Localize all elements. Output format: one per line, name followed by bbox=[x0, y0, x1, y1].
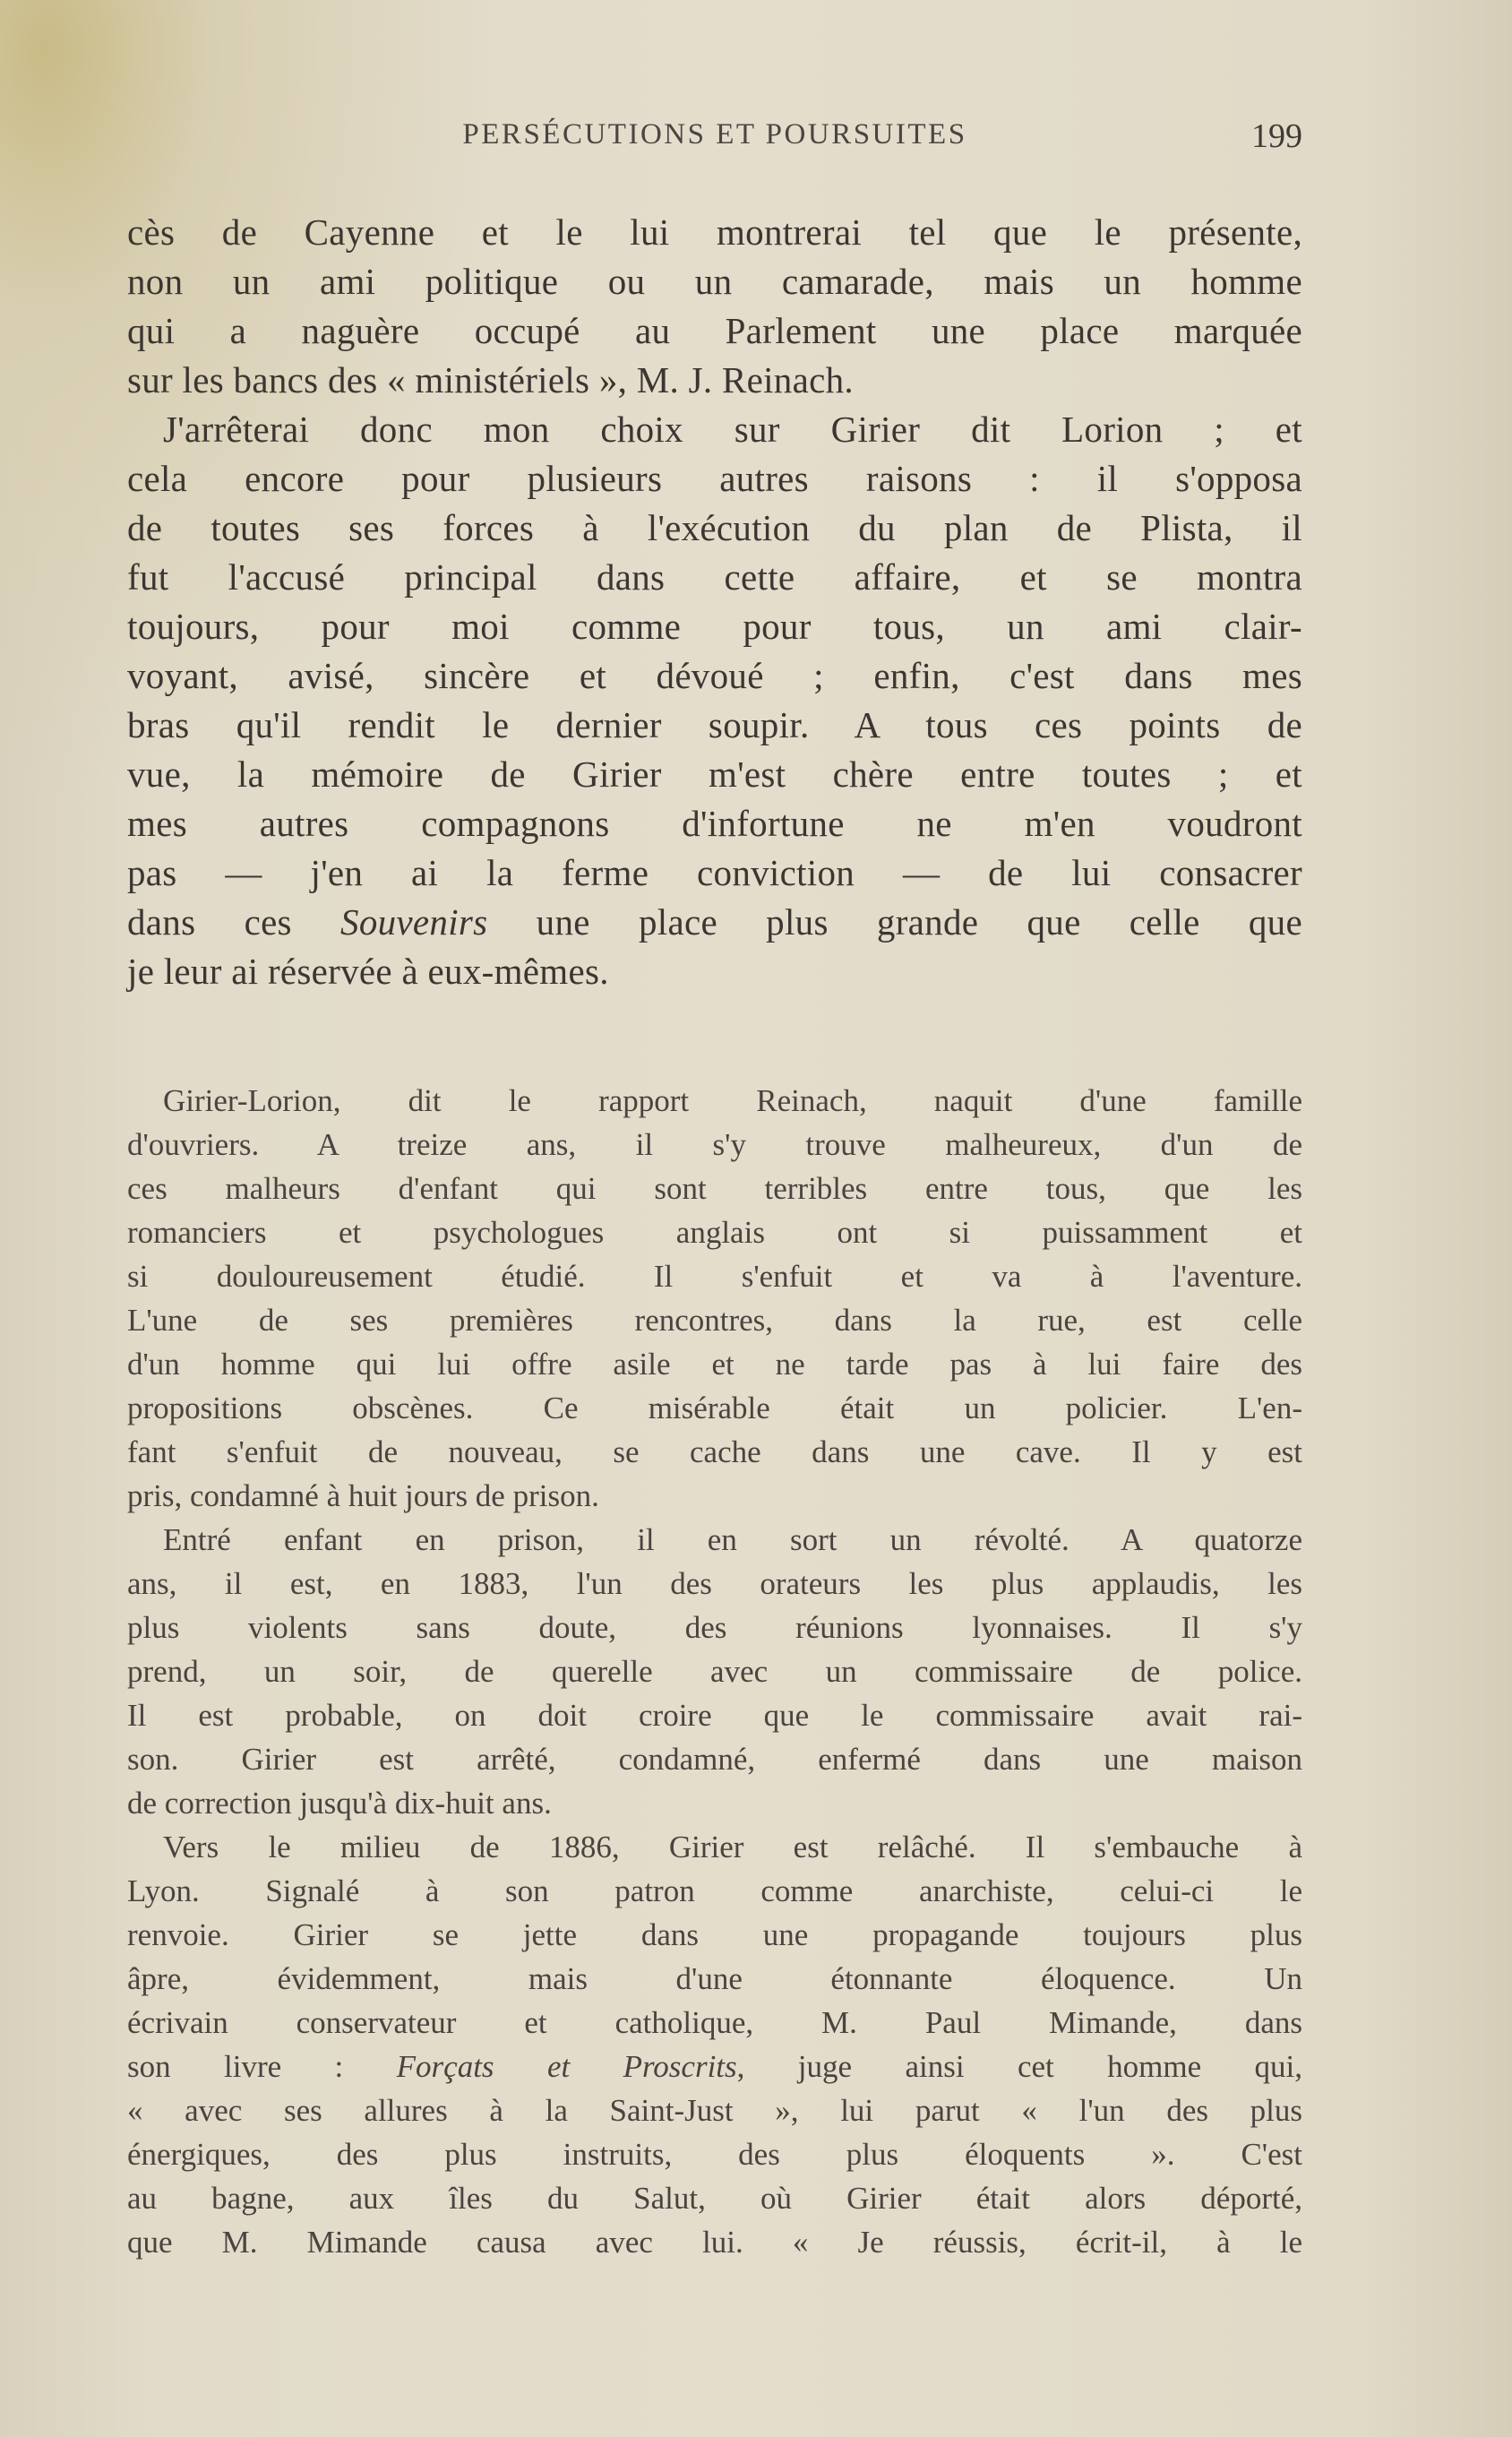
text-line: son. Girier est arrêté, condamné, enfermé dans une maison bbox=[127, 1742, 1302, 1777]
text-line: énergiques, des plus instruits, des plus éloquents ». C'est bbox=[127, 2137, 1302, 2172]
text-line: « avec ses allures à la Saint-Just », lui parut « l'un des plus bbox=[127, 2093, 1302, 2128]
text-line: bras qu'il rendit le dernier soupir. A tous ces points de bbox=[127, 704, 1302, 745]
text-line: Entré enfant en prison, il en sort un révolté. A quatorze bbox=[163, 1522, 1302, 1557]
text-line: Il est probable, on doit croire que le commissaire avait rai- bbox=[127, 1698, 1302, 1733]
text-line: plus violents sans doute, des réunions lyonnaises. Il s'y bbox=[127, 1610, 1302, 1645]
text-line: de toutes ses forces à l'exécution du plan de Plista, il bbox=[127, 507, 1302, 548]
text-line: toujours, pour moi comme pour tous, un ami clair- bbox=[127, 606, 1302, 647]
main-text-block bbox=[127, 208, 1302, 996]
text-line: fut l'accusé principal dans cette affaire, et se montra bbox=[127, 556, 1302, 598]
text-line: Girier-Lorion, dit le rapport Reinach, naquit d'une famille bbox=[163, 1083, 1302, 1118]
text-line bbox=[127, 2045, 1302, 2088]
text-line: d'un homme qui lui offre asile et ne tarde pas à lui faire des bbox=[127, 1347, 1302, 1382]
text-segment: dans ces bbox=[127, 901, 341, 943]
text-line: ces malheurs d'enfant qui sont terribles entre tous, que les bbox=[127, 1171, 1302, 1206]
text-line: qui a naguère occupé au Parlement une place marquée bbox=[127, 310, 1302, 351]
text-line: pas — j'en ai la ferme conviction — de lui consacrer bbox=[127, 852, 1302, 893]
text-line: cela encore pour plusieurs autres raisons : il s'opposa bbox=[127, 458, 1302, 499]
text-line: vue, la mémoire de Girier m'est chère entre toutes ; et bbox=[127, 753, 1302, 795]
text-line: de correction jusqu'à dix-huit ans. bbox=[127, 1786, 552, 1821]
page-header bbox=[127, 115, 1302, 159]
text-line: que M. Mimande causa avec lui. « Je réussis, écrit-il, à le bbox=[127, 2225, 1302, 2260]
italic-title: Souvenirs bbox=[340, 901, 488, 943]
text-line: prend, un soir, de querelle avec un commissaire de police. bbox=[127, 1654, 1302, 1689]
running-title: PERSÉCUTIONS ET POURSUITES bbox=[462, 118, 967, 151]
text-line: J'arrêterai donc mon choix sur Girier dit Lorion ; et bbox=[163, 409, 1302, 450]
text-line: écrivain conservateur et catholique, M. Paul Mimande, dans bbox=[127, 2005, 1302, 2040]
italic-title: Forçats et Proscrits bbox=[396, 2049, 737, 2084]
text-line: au bagne, aux îles du Salut, où Girier était alors déporté, bbox=[127, 2181, 1302, 2216]
text-segment: , juge ainsi cet homme qui, bbox=[736, 2049, 1302, 2084]
text-line: romanciers et psychologues anglais ont si puissamment et bbox=[127, 1215, 1302, 1250]
text-line: d'ouvriers. A treize ans, il s'y trouve malheureux, d'un de bbox=[127, 1127, 1302, 1162]
text-line: sur les bancs des « ministériels », M. J. Reinach. bbox=[127, 359, 854, 400]
text-line: pris, condamné à huit jours de prison. bbox=[127, 1478, 599, 1513]
page-number: 199 bbox=[1251, 117, 1302, 155]
text-line: âpre, évidemment, mais d'une étonnante éloquence. Un bbox=[127, 1961, 1302, 1996]
text-line bbox=[127, 898, 1302, 947]
text-line: ans, il est, en 1883, l'un des orateurs les plus applaudis, les bbox=[127, 1566, 1302, 1601]
quoted-report-block bbox=[127, 1079, 1302, 2264]
text-line: voyant, avisé, sincère et dévoué ; enfin, c'est dans mes bbox=[127, 655, 1302, 696]
text-line: Vers le milieu de 1886, Girier est relâché. Il s'embauche à bbox=[163, 1830, 1302, 1864]
text-line: renvoie. Girier se jette dans une propagande toujours plus bbox=[127, 1917, 1302, 1952]
text-line: L'une de ses premières rencontres, dans la rue, est celle bbox=[127, 1303, 1302, 1338]
text-segment: son livre : bbox=[127, 2049, 397, 2084]
text-line: fant s'enfuit de nouveau, se cache dans une cave. Il y est bbox=[127, 1434, 1302, 1469]
text-line: si douloureusement étudié. Il s'enfuit et va à l'aventure. bbox=[127, 1259, 1302, 1294]
text-line: propositions obscènes. Ce misérable était un policier. L'en- bbox=[127, 1391, 1302, 1425]
text-line: je leur ai réservée à eux-mêmes. bbox=[127, 951, 609, 992]
text-line: non un ami politique ou un camarade, mais un homme bbox=[127, 261, 1302, 302]
text-line: Lyon. Signalé à son patron comme anarchiste, celui-ci le bbox=[127, 1873, 1302, 1908]
text-segment: une place plus grande que celle que bbox=[487, 901, 1302, 943]
text-line: mes autres compagnons d'infortune ne m'en voudront bbox=[127, 803, 1302, 844]
text-line: cès de Cayenne et le lui montrerai tel que le présente, bbox=[127, 211, 1302, 253]
